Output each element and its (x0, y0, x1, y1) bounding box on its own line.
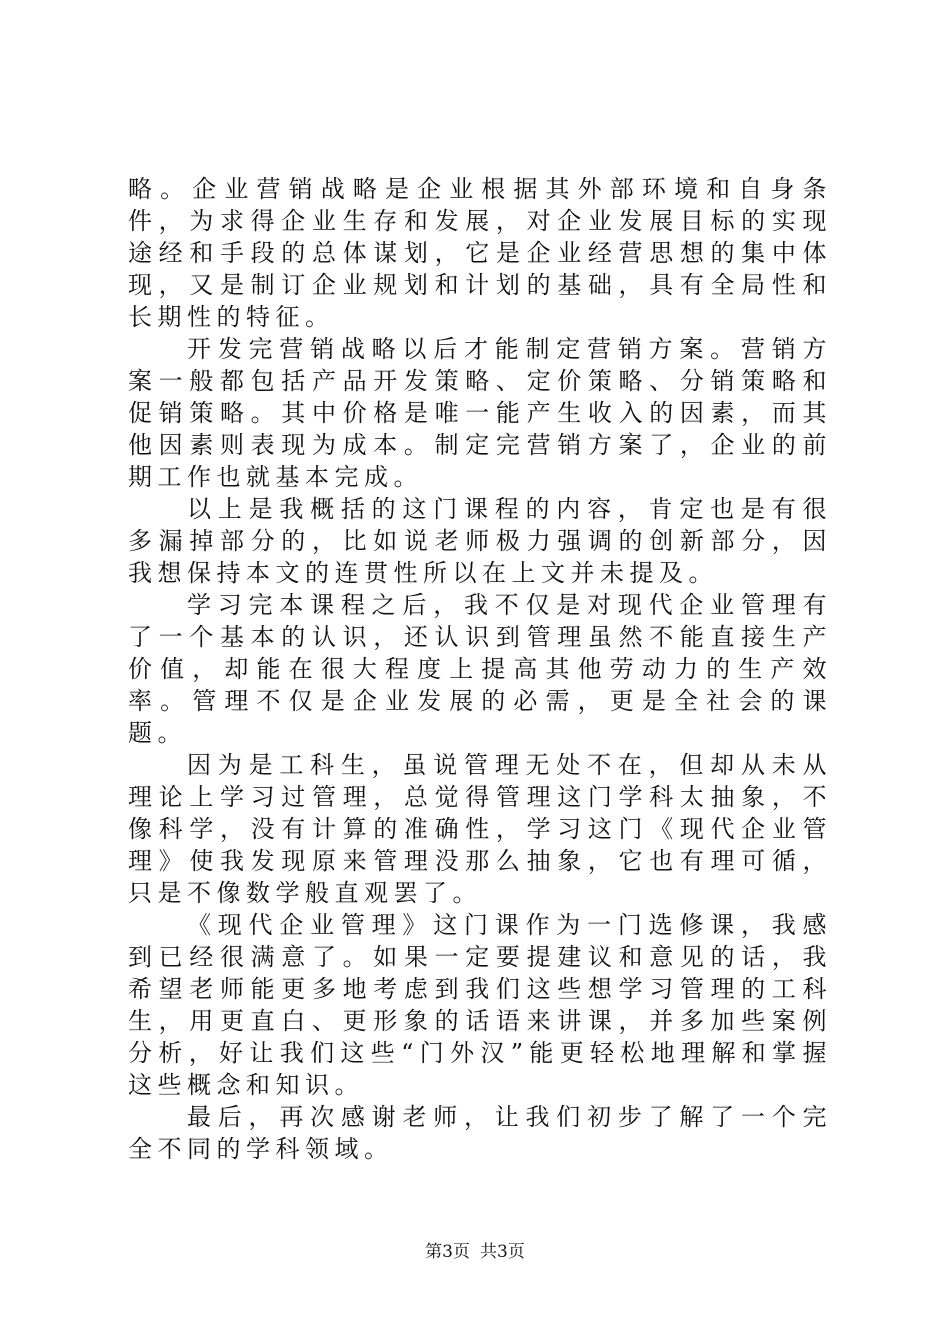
paragraph-7: 最后，再次感谢老师，让我们初步了解了一个完全不同的学科领域。 (128, 1103, 832, 1163)
paragraph-3: 以上是我概括的这门课程的内容，肯定也是有很多漏掉部分的，比如说老师极力强调的创新部分，因我想保持本文的连贯性所以在上文并未提及。 (128, 495, 832, 587)
paragraph-2: 开发完营销战略以后才能制定营销方案。营销方案一般都包括产品开发策略、定价策略、分销策略和促销策略。其中价格是唯一能产生收入的因素，而其他因素则表现为成本。制定完营销方案了，企业的前期工作也就基本完成。 (128, 335, 832, 491)
page-number: 第3页 (425, 1242, 470, 1262)
paragraph-6: 《现代企业管理》这门课作为一门选修课，我感到已经很满意了。如果一定要提建议和意见的话，我希望老师能更多地考虑到我们这些想学习管理的工科生，用更直白、更形象的话语来讲课，并多加些案例分析，好让我们这些“门外汉”能更轻松地理解和掌握这些概念和知识。 (128, 911, 832, 1099)
page-footer (0, 1240, 950, 1264)
paragraph-1: 略。企业营销战略是企业根据其外部环境和自身条件，为求得企业生存和发展，对企业发展目标的实现途经和手段的总体谋划，它是企业经营思想的集中体现，又是制订企业规划和计划的基础，具有全局性和长期性的特征。 (128, 175, 832, 331)
document-body (128, 173, 832, 1165)
paragraph-4: 学习完本课程之后，我不仅是对现代企业管理有了一个基本的认识，还认识到管理虽然不能直接生产价值，却能在很大程度上提高其他劳动力的生产效率。管理不仅是企业发展的必需，更是全社会的课题。 (128, 591, 832, 747)
paragraph-5: 因为是工科生，虽说管理无处不在，但却从未从理论上学习过管理，总觉得管理这门学科太抽象，不像科学，没有计算的准确性，学习这门《现代企业管理》使我发现原来管理没那么抽象，它也有理可循，只是不像数学般直观罢了。 (128, 751, 832, 907)
page-total: 共3页 (480, 1242, 525, 1262)
